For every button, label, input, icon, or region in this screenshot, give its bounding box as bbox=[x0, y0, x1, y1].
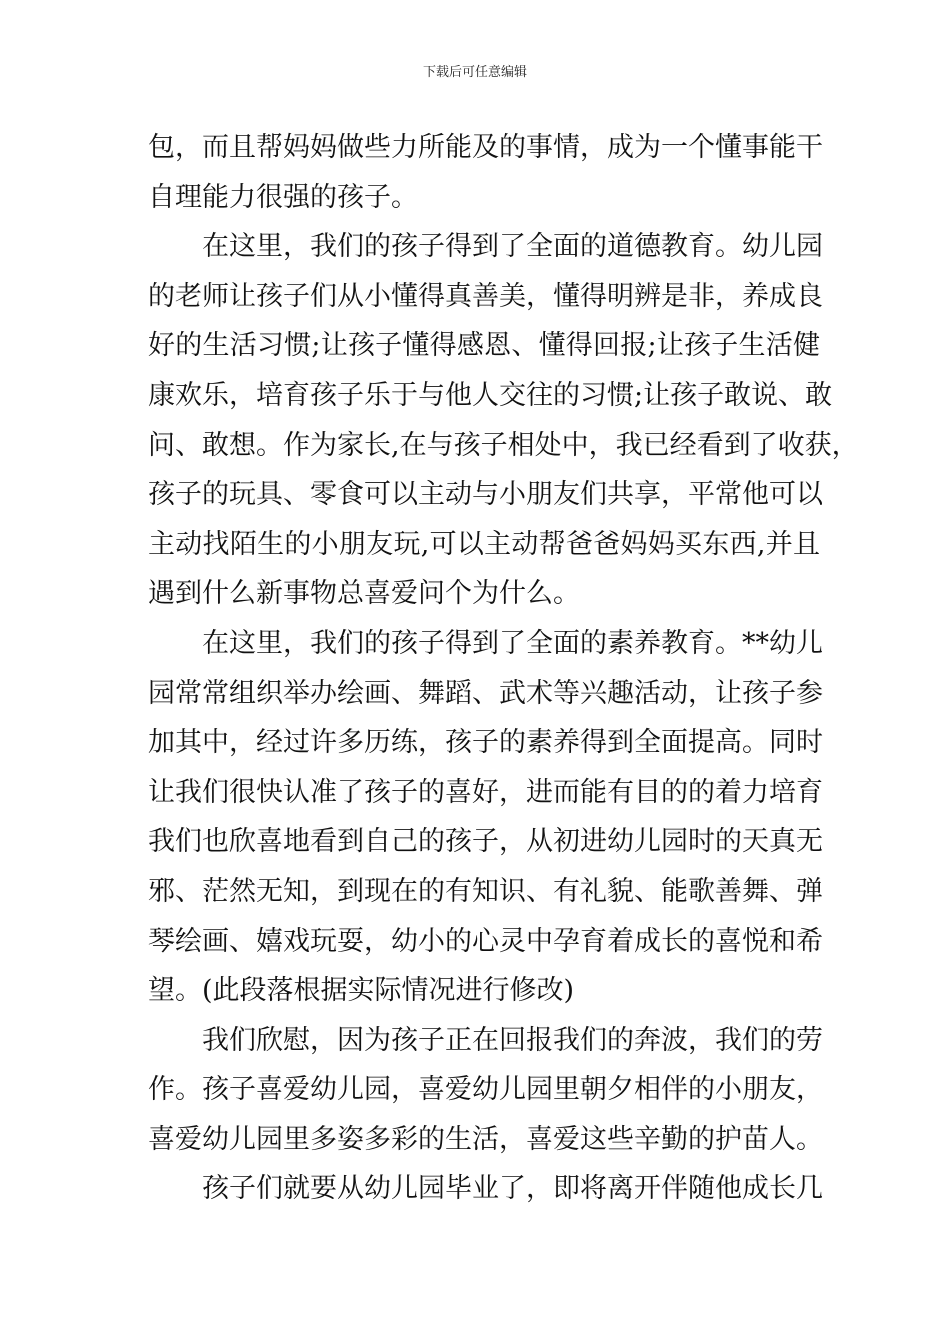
text-line: 作。孩子喜爱幼儿园，喜爱幼儿园里朝夕相伴的小朋友， bbox=[148, 1074, 823, 1106]
text-line: 我们欣慰，因为孩子正在回报我们的奔波，我们的劳 bbox=[202, 1024, 823, 1056]
text-line: 邪、茫然无知，到现在的有知识、有礼貌、能歌善舞、弹 bbox=[148, 875, 823, 907]
text-line: 望。(此段落根据实际情况进行修改) bbox=[148, 975, 575, 1007]
text-line: 遇到什么新事物总喜爱问个为什么。 bbox=[148, 578, 580, 610]
text-line: 好的生活习惯;让孩子懂得感恩、懂得回报;让孩子生活健 bbox=[148, 330, 820, 362]
text-line: 孩子们就要从幼儿园毕业了，即将离开伴随他成长几 bbox=[202, 1173, 823, 1205]
text-line: 包，而且帮妈妈做些力所能及的事情，成为一个懂事能干 bbox=[148, 132, 823, 163]
text-line: 喜爱幼儿园里多姿多彩的生活，喜爱这些辛勤的护苗人。 bbox=[148, 1123, 823, 1155]
page-header: 下载后可任意编辑 bbox=[422, 65, 527, 80]
text-line: 自理能力很强的孩子。 bbox=[148, 181, 418, 213]
text-line: 琴绘画、嬉戏玩耍，幼小的心灵中孕育着成长的喜悦和希 bbox=[148, 925, 823, 957]
text-line: 康欢乐，培育孩子乐于与他人交往的习惯;让孩子敢说、敢 bbox=[148, 379, 833, 411]
text-line: 主动找陌生的小朋友玩,可以主动帮爸爸妈妈买东西,并且 bbox=[148, 528, 820, 560]
text-line: 问、敢想。作为家长,在与孩子相处中，我已经看到了收获， bbox=[148, 429, 859, 461]
text-line: 在这里，我们的孩子得到了全面的素养教育。**幼儿 bbox=[202, 627, 823, 659]
text-line: 园常常组织举办绘画、舞蹈、武术等兴趣活动，让孩子参 bbox=[148, 677, 823, 709]
text-line: 我们也欣喜地看到自己的孩子，从初进幼儿园时的天真无 bbox=[148, 826, 823, 858]
text-line: 孩子的玩具、零食可以主动与小朋友们共享，平常他可以 bbox=[148, 479, 823, 511]
text-line: 让我们很快认准了孩子的喜好，进而能有目的的着力培育 bbox=[148, 776, 823, 808]
document-body bbox=[148, 123, 859, 1214]
text-line: 的老师让孩子们从小懂得真善美，懂得明辨是非，养成良 bbox=[148, 280, 823, 312]
text-line: 加其中，经过许多历练，孩子的素养得到全面提高。同时 bbox=[148, 727, 823, 759]
text-line: 在这里，我们的孩子得到了全面的道德教育。幼儿园 bbox=[202, 231, 823, 263]
